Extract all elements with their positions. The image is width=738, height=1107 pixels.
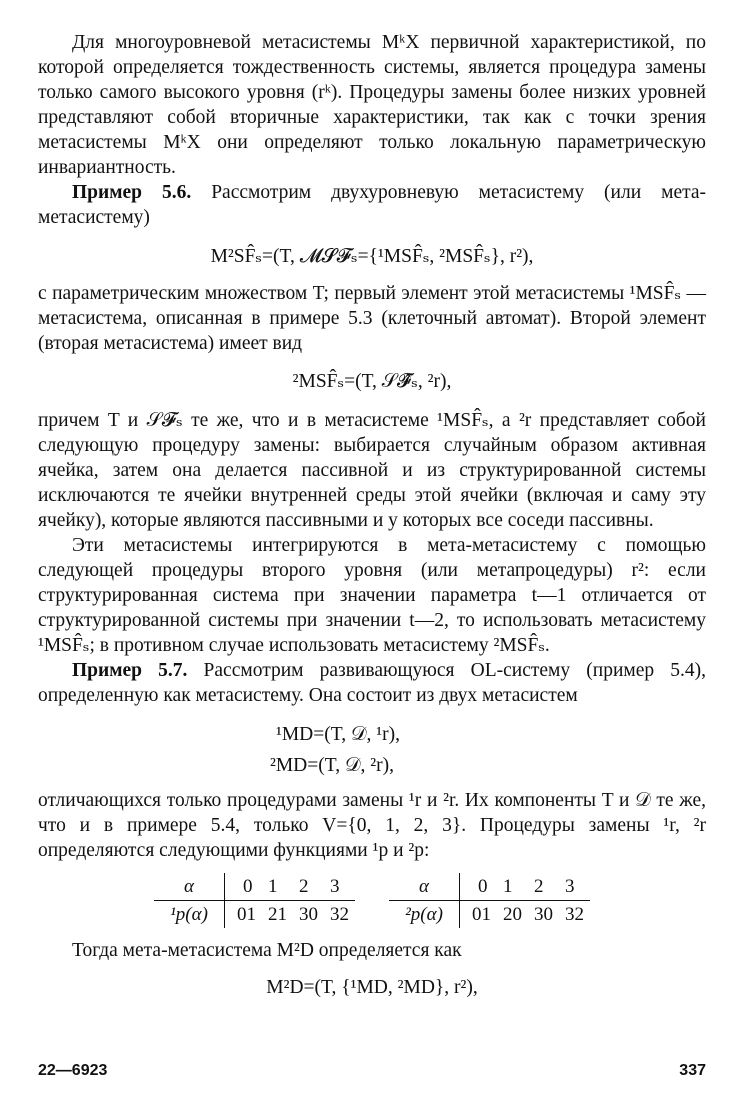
table-cell: 1 xyxy=(268,875,278,897)
example-5-6 xyxy=(38,180,706,230)
table-cell: 0 xyxy=(243,875,253,897)
table-cell: 1 xyxy=(503,875,513,897)
table-cell: 2 xyxy=(299,875,309,897)
table-cell: 21 xyxy=(268,903,287,925)
example-text: Рассмотрим развивающуюся OL-систему (пример 5.4), определенную как метасистему. Она состоит из двух метасистем xyxy=(38,660,706,706)
table-2p xyxy=(389,873,590,928)
printer-signature: 22—6923 xyxy=(38,1062,108,1079)
table-1p xyxy=(154,873,355,928)
formula-m2sf: M²SF̂ₛ=(T, 𝓜𝓢𝓕ₛ={¹MSF̂ₛ, ²MSF̂ₛ}, r²), xyxy=(210,246,534,267)
formula-2md: ²MD=(T, 𝒟, ²r), xyxy=(270,755,394,776)
paragraph-replacement-procedure: причем T и 𝒮𝓕ₛ те же, что и в метасистеме ¹MSF̂ₛ, а ²r представляет собой следующую процедуру замены: выбирается случайным образом активная ячейка, затем она делается пассивной и из структурированной системы исключаются те ячейки внутренней среды этой ячейки (включая и саму эту ячейку), которые являются пассивными и у которых все соседи пассивны. xyxy=(38,410,706,531)
function-tables xyxy=(38,873,706,928)
formula-1md: ¹MD=(T, 𝒟, ¹r), xyxy=(276,724,400,745)
paragraph-procedures: отличающихся только процедурами замены ¹r и ²r. Их компоненты T и 𝒟 те же, что и в примере 5.4, только V={0, 1, 2, 3}. Процедуры замены ¹r, ²r определяются следующими функциями ¹p и ²p: xyxy=(38,790,706,861)
table-cell: 30 xyxy=(299,903,318,925)
example-label: Пример 5.7. xyxy=(72,660,188,681)
table-cell: 30 xyxy=(534,903,553,925)
table-cell: 01 xyxy=(237,903,256,925)
example-text: Рассмотрим двухуровневую метасистему (или мета-метасистему) xyxy=(38,182,707,228)
paragraph-parametric-set: с параметрическим множеством T; первый элемент этой метасистемы ¹MSF̂ₛ — метасистема, описанная в примере 5.3 (клеточный автомат). Второй элемент (вторая метасистема) имеет вид xyxy=(38,283,706,354)
table-cell: 01 xyxy=(472,903,491,925)
paragraph-meta-meta: Тогда мета-метасистема M²D определяется как xyxy=(72,940,462,961)
table-cell: 20 xyxy=(503,903,522,925)
table-cell: 2 xyxy=(534,875,544,897)
table-head-alpha: α xyxy=(389,873,460,901)
page-content xyxy=(38,30,706,1000)
formula-2msf: ²MSF̂ₛ=(T, 𝒮𝓕̂ₛ, ²r), xyxy=(292,371,452,392)
table-row-label: ¹p(α) xyxy=(154,901,225,929)
paragraph-intro: Для многоуровневой метасистемы MᵏX первичной характеристикой, по которой определяется тождественность системы, является процедура замены только самого высокого уровня (rᵏ). Процедуры замены более низких уровней представляют собой вторичные характеристики, так как с точки зрения метасистемы MᵏX они определяют только локальную параметрическую инвариантность. xyxy=(38,32,706,178)
table-row-label: ²p(α) xyxy=(389,901,460,929)
paragraph-integration: Эти метасистемы интегрируются в мета-метасистему с помощью следующей процедуры второго уровня (или метапроцедуры) r²: если структурированная система при значении параметра t—1 отличается от структурированной системы при значении t—2, то использовать метасистему ¹MSF̂ₛ; в противном случае использовать метасистему ²MSF̂ₛ. xyxy=(38,535,706,656)
example-5-7 xyxy=(38,658,706,708)
table-cell: 0 xyxy=(478,875,488,897)
table-cell: 3 xyxy=(330,875,340,897)
page-number: 337 xyxy=(679,1062,706,1079)
table-cell: 3 xyxy=(565,875,575,897)
formula-m2d: M²D=(T, {¹MD, ²MD}, r²), xyxy=(266,977,478,998)
table-cell: 32 xyxy=(330,903,349,925)
table-cell: 32 xyxy=(565,903,584,925)
table-head-alpha: α xyxy=(154,873,225,901)
example-label: Пример 5.6. xyxy=(72,182,192,203)
